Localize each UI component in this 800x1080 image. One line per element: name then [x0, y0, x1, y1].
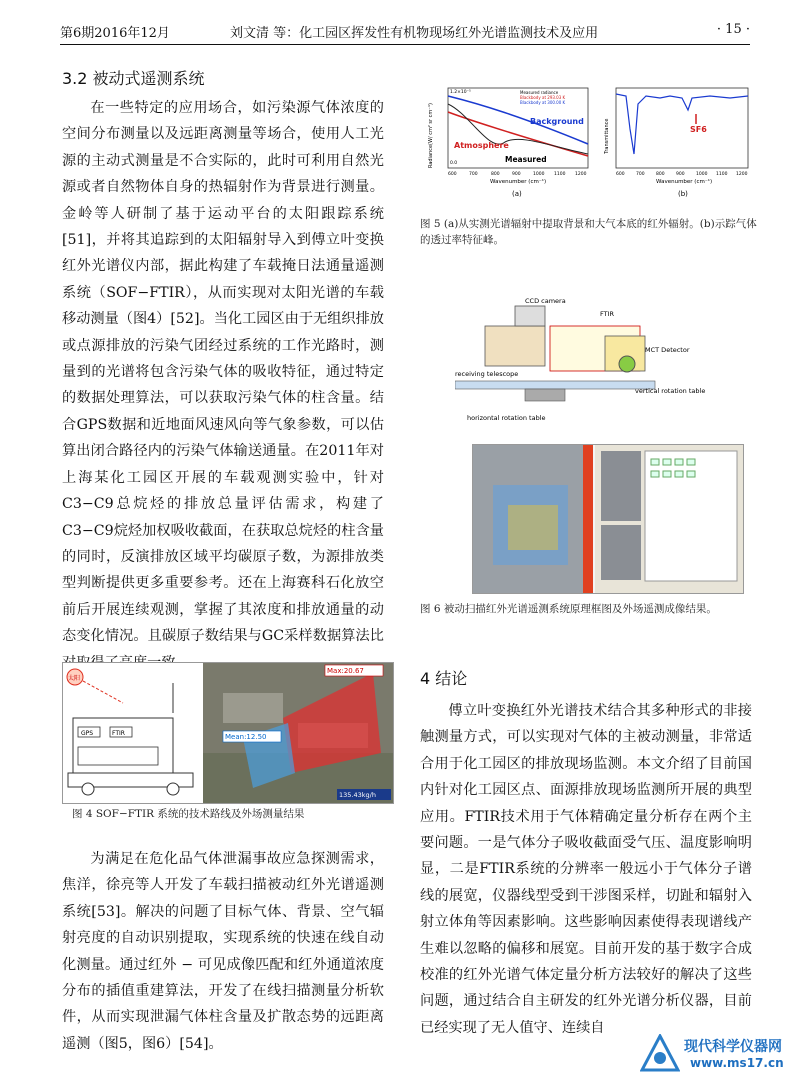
svg-text:1200: 1200 [575, 172, 587, 177]
journal-issue: 第6期2016年12月 [60, 26, 170, 41]
figure-5 [420, 84, 754, 204]
fig4-sun-label: 太阳 [68, 675, 81, 682]
svg-text:1100: 1100 [554, 172, 566, 177]
fig5-sf6-label: SF6 [690, 125, 707, 134]
figure-5-caption: 图 5 (a)从实测光谱辐射中提取背景和大气本底的红外辐射。(b)示踪气体的透过率特征峰。 [420, 218, 757, 246]
fig5-background-label: Background [530, 117, 584, 126]
fig4-gps-label: GPS [81, 730, 94, 737]
fig5-atmosphere-label: Atmosphere [454, 141, 509, 150]
svg-text:1000: 1000 [696, 172, 708, 177]
svg-text:1100: 1100 [716, 172, 728, 177]
figure-6-image [472, 444, 744, 594]
section-3-2-paragraph-2: 为满足在危化品气体泄漏事故应急探测需求，焦洋，徐亮等人开发了车载扫描被动红外光谱遥测系统[53]。解决的问题了目标气体、背景、空气辐射亮度的自动识别提取，实现系统的快速在线自动化测量。通过红外 − 可见成像匹配和红外通道浓度分布的插值重建算法，开发了在线扫描测量分析软件，从而实现泄漏气体柱含量及扩散态势的远距离遥测（图5，图6）[54]。 [62, 851, 384, 1052]
fig5-a-ytick-top: 1.2×10⁻⁵ [450, 90, 471, 95]
fig5-a-xlabel: Wavenumber (cm⁻¹) [490, 179, 547, 185]
section-3-2-title: 3.2 被动式遥测系统 [62, 69, 205, 88]
fig6-hrt-label: horizontal rotation table [467, 414, 546, 422]
figure-5-graphic [420, 84, 754, 204]
svg-text:600: 600 [616, 172, 625, 177]
fig6-telescope-label: receiving telescope [455, 370, 519, 378]
header-rule [60, 44, 750, 45]
watermark [640, 1032, 790, 1076]
figure-4 [62, 662, 394, 804]
fig5-legend-2: Blackbody at 300.00 K [520, 100, 566, 105]
fig5-a-ylabel: Radiance(W/ cm² sr cm⁻¹) [428, 103, 434, 168]
svg-text:600: 600 [448, 172, 457, 177]
figure-6-diagram [455, 296, 745, 436]
fig6-vrt-label: vertical rotation table [635, 387, 706, 395]
figure-6-diagram-graphic [455, 296, 745, 436]
watermark-url: www.ms17.cn [690, 1056, 784, 1070]
fig5-b-xlabel: Wavenumber (cm⁻¹) [656, 179, 713, 185]
svg-text:900: 900 [512, 172, 521, 177]
figure-6-image-graphic [473, 445, 743, 593]
fig5-measured-label: Measured [505, 155, 547, 164]
svg-text:1000: 1000 [533, 172, 545, 177]
fig5-a-label: (a) [512, 190, 522, 198]
fig4-flux-label: 135.43kg/h [339, 791, 376, 799]
figure-4-caption: 图 4 SOF−FTIR 系统的技术路线及外场测量结果 [72, 808, 305, 820]
section-4-paragraph: 傅立叶变换红外光谱技术结合其多种形式的非接触测量方式，可以实现对气体的主被动测量，非常适合用于化工园区的排放现场监测。本文介绍了目前国内针对化工园区点、面源排放现场监测所开展的典型应用。FTIR技术用于气体精确定量分析存在两个主要问题。一是气体分子吸收截面受气压、温度影响明显，二是FTIR系统的分辨率一般远小于气体分子谱线的展宽，仪器线型受到干涉图采样，切趾和辐射入射立体角等因素影响。这些影响因素使得表现谱线产生难以忽略的偏移和展宽。目前开发的基于数字合成校准的红外光谱气体定量分析方法较好的解决了这些问题，通过结合自主研发的红外光谱分析仪器，目前已经实现了无人值守、连续自 [420, 703, 752, 1036]
figure-4-graphic [63, 663, 393, 803]
fig5-a-ytick-bottom: 0.0 [450, 161, 458, 166]
section-3-2-paragraph-1: 在一些特定的应用场合，如污染源气体浓度的空间分布测量以及远距离测量等场合，使用人工光源的主动式测量是不合实际的，此时可利用自然光源或者自然物体自身的热辐射作为背景进行测量。金岭等人研制了基于运动平台的太阳跟踪系统[51]，并将其追踪到的太阳辐射导入到傅立叶变换红外光谱仪内部，据此构建了车载掩日法通量遥测系统（SOF−FTIR），从而实现对太阳光谱的车载移动测量（图4）[52]。当化工园区由于无组织排放或点源排放的污染气团经过系统的工作光路时，测量到的光谱将包含污染气体的吸收特征，通过特定的数据处理算法，可以获取污染气体的柱含量。结合GPS数据和近地面风速风向等气象参数，可以估算出闭合路径内的污染气体输送通量。在2011年对上海某化工园区开展的车载观测实验中，针对C3−C9总烷烃的排放总量评估需求，构建了C3−C9烷烃加权吸收截面，在获取总烷烃的柱含量的同时，反演排放区域平均碳原子数，为源排放类型判断提供更多重要参考。还在上海赛科石化放空前后开展连续观测，掌握了其浓度和排放通量的动态变化情况。且碳原子数结果与GC采样数据算法比 [62, 100, 384, 645]
watermark-cn: 现代科学仪器网 [684, 1039, 782, 1055]
watermark-logo-icon [640, 1034, 680, 1074]
svg-text:700: 700 [636, 172, 645, 177]
fig6-mct-label: MCT Detector [645, 346, 690, 354]
svg-text:800: 800 [491, 172, 500, 177]
svg-text:800: 800 [656, 172, 665, 177]
svg-text:1200: 1200 [736, 172, 748, 177]
page-header [60, 22, 750, 46]
running-title: 刘文清 等：化工园区挥发性有机物现场红外光谱监测技术及应用 [230, 26, 599, 41]
figure-6-caption: 图 6 被动扫描红外光谱遥测系统原理框图及外场遥测成像结果。 [420, 603, 717, 615]
fig5-b-ylabel: Transmittance [604, 118, 610, 154]
fig5-legend-0: Measured radiance [520, 90, 559, 95]
fig4-max-label: Max:20.67 [327, 667, 364, 675]
fig4-mean-label: Mean:12.50 [225, 733, 267, 741]
fig6-ftir-label: FTIR [600, 310, 615, 318]
section-4-title: 4 结论 [420, 669, 468, 688]
fig4-ftir-label: FTIR [112, 730, 125, 737]
fig5-b-label: (b) [678, 190, 688, 198]
svg-text:700: 700 [469, 172, 478, 177]
fig5-legend-1: Blackbody at 293.03 K [520, 95, 566, 100]
page-number: · 15 · [716, 22, 750, 37]
fig6-ccd-label: CCD camera [525, 297, 566, 305]
svg-text:900: 900 [676, 172, 685, 177]
